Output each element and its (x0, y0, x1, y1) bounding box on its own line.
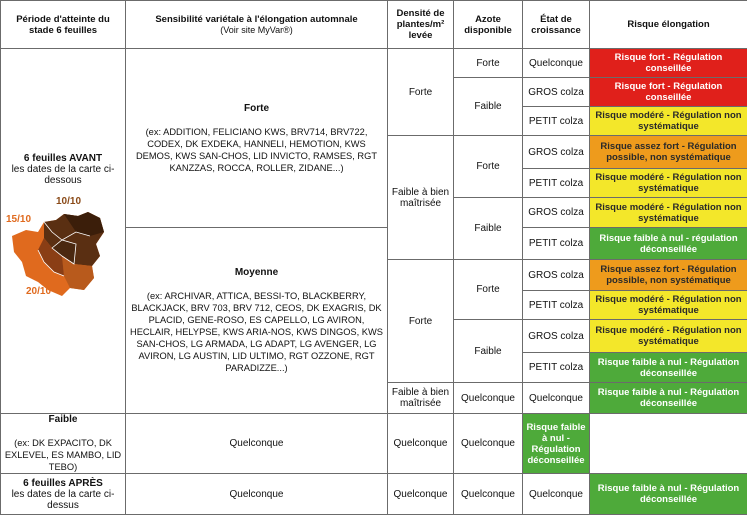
growth-cell: GROS colza (523, 78, 590, 107)
risk-cell: Risque modéré - Régulation non systématique (590, 198, 747, 228)
density-cell: Quelconque (126, 414, 388, 474)
nitrogen-cell: Faible (454, 78, 523, 136)
table-row (1, 414, 747, 474)
risk-cell: Risque faible à nul - Régulation déconseillée (590, 353, 747, 383)
risk-cell: Risque faible à nul - Régulation déconseillée (590, 474, 747, 515)
table-row (1, 49, 747, 78)
growth-cell: Quelconque (523, 383, 590, 414)
risk-cell: Risque modéré - Régulation non systématique (590, 320, 747, 353)
nitrogen-cell: Quelconque (454, 383, 523, 414)
growth-cell: PETIT colza (523, 228, 590, 260)
risk-cell: Risque modéré - Régulation non systématique (590, 107, 747, 136)
risk-cell: Risque modéré - Régulation non systématique (590, 291, 747, 320)
growth-cell: PETIT colza (523, 291, 590, 320)
period-before-sub: les dates de la carte ci-dessous (11, 163, 115, 186)
france-map (4, 192, 122, 310)
header-row (1, 1, 747, 49)
period-after-title: 6 feuilles APRÈS (23, 477, 103, 489)
header-sensitivity-title: Sensibilité variétale à l'élongation automnale (155, 13, 358, 25)
sensitivity-medium-list: (ex: ARCHIVAR, ATTICA, BESSI-TO, BLACKBERRY, BLACKJACK, BRV 703, BRV 712, CEOS, DK EXAGRIS, DK PLACID, GENE-ROSO, ES CAPELLO, LG AVIRON, HECLAIR, HELYPSE, KWS ARIA-NOS, KWS DINGOS, KWS SAN-CHOS, LG ARMADA, LG ADAPT, LG AVENGER, LG AVIRON, LG AUSTIN, LID ULTIMO, RGT OZZONE, RGT PARADIZZE...) (130, 291, 383, 373)
sensitivity-weak-cell (1, 414, 126, 474)
nitrogen-cell: Forte (454, 260, 523, 320)
sensitivity-strong-list: (ex: ADDITION, FELICIANO KWS, BRV714, BRV722, CODEX, DK EXDEKA, HANNELI, HEMOTION, KWS DEMOS, KWS SAN-CHOS, LID INVICTO, RAMSES, RGT KANZZAS, ROCCA, ROLLER, ZIDANE...) (135, 126, 378, 173)
nitrogen-cell: Forte (454, 136, 523, 198)
france-map-shape (4, 192, 122, 310)
nitrogen-cell: Forte (454, 49, 523, 78)
growth-cell: Quelconque (454, 414, 523, 474)
risk-cell: Risque assez fort - Régulation possible, non systématique (590, 136, 747, 169)
growth-cell: PETIT colza (523, 169, 590, 198)
density-cell: Quelconque (388, 474, 454, 515)
growth-cell: GROS colza (523, 136, 590, 169)
sensitivity-weak-list: (ex: DK EXPACITO, DK EXLEVEL, ES MAMBO, LID TEBO) (4, 438, 122, 472)
header-period: Période d'atteinte du stade 6 feuilles (1, 1, 126, 49)
growth-cell: PETIT colza (523, 353, 590, 383)
risk-cell: Risque modéré - Régulation non systématique (590, 169, 747, 198)
nitrogen-cell: Quelconque (388, 414, 454, 474)
risk-cell: Risque assez fort - Régulation possible, non systématique (590, 260, 747, 291)
map-label-2: 15/10 (6, 213, 32, 225)
period-after-cell (1, 474, 126, 515)
nitrogen-cell: Faible (454, 320, 523, 383)
risk-cell: Risque faible à nul - Régulation déconseillée (590, 383, 747, 414)
sensitivity-weak-title: Faible (48, 414, 78, 425)
growth-cell: GROS colza (523, 260, 590, 291)
header-sensitivity (126, 1, 388, 49)
growth-cell: GROS colza (523, 198, 590, 228)
period-after-sub: les dates de la carte ci-dessus (11, 488, 115, 511)
header-nitrogen: Azote disponible (454, 1, 523, 49)
period-before-cell (1, 49, 126, 414)
header-risk: Risque élongation (590, 1, 747, 49)
nitrogen-cell: Faible (454, 198, 523, 260)
header-growth: État de croissance (523, 1, 590, 49)
sensitivity-medium-cell (126, 228, 388, 414)
map-label-3: 20/10 (26, 285, 52, 297)
sensitivity-strong-title: Forte (244, 102, 269, 114)
map-label-1: 10/10 (56, 195, 82, 207)
header-density: Densité de plantes/m² levée (388, 1, 454, 49)
growth-cell: Quelconque (523, 49, 590, 78)
growth-cell: Quelconque (523, 474, 590, 515)
growth-cell: GROS colza (523, 320, 590, 353)
sensitivity-any-cell: Quelconque (126, 474, 388, 515)
risk-cell: Risque faible à nul - Régulation déconseillée (523, 414, 590, 474)
sensitivity-strong-cell (126, 49, 388, 228)
density-cell: Forte (388, 260, 454, 383)
sensitivity-medium-title: Moyenne (234, 267, 279, 278)
density-cell: Forte (388, 49, 454, 136)
nitrogen-cell: Quelconque (454, 474, 523, 515)
density-cell: Faible à bien maîtrisée (388, 383, 454, 414)
table-row (1, 474, 747, 515)
growth-cell: PETIT colza (523, 107, 590, 136)
risk-cell: Risque fort - Régulation conseillée (590, 78, 747, 107)
risk-cell: Risque faible à nul - régulation déconseillée (590, 228, 747, 260)
period-before-title: 6 feuilles AVANT (23, 152, 103, 164)
risk-cell: Risque fort - Régulation conseillée (590, 49, 747, 78)
header-sensitivity-sub: (Voir site MyVar®) (220, 24, 293, 35)
density-cell: Faible à bien maîtrisée (388, 136, 454, 260)
